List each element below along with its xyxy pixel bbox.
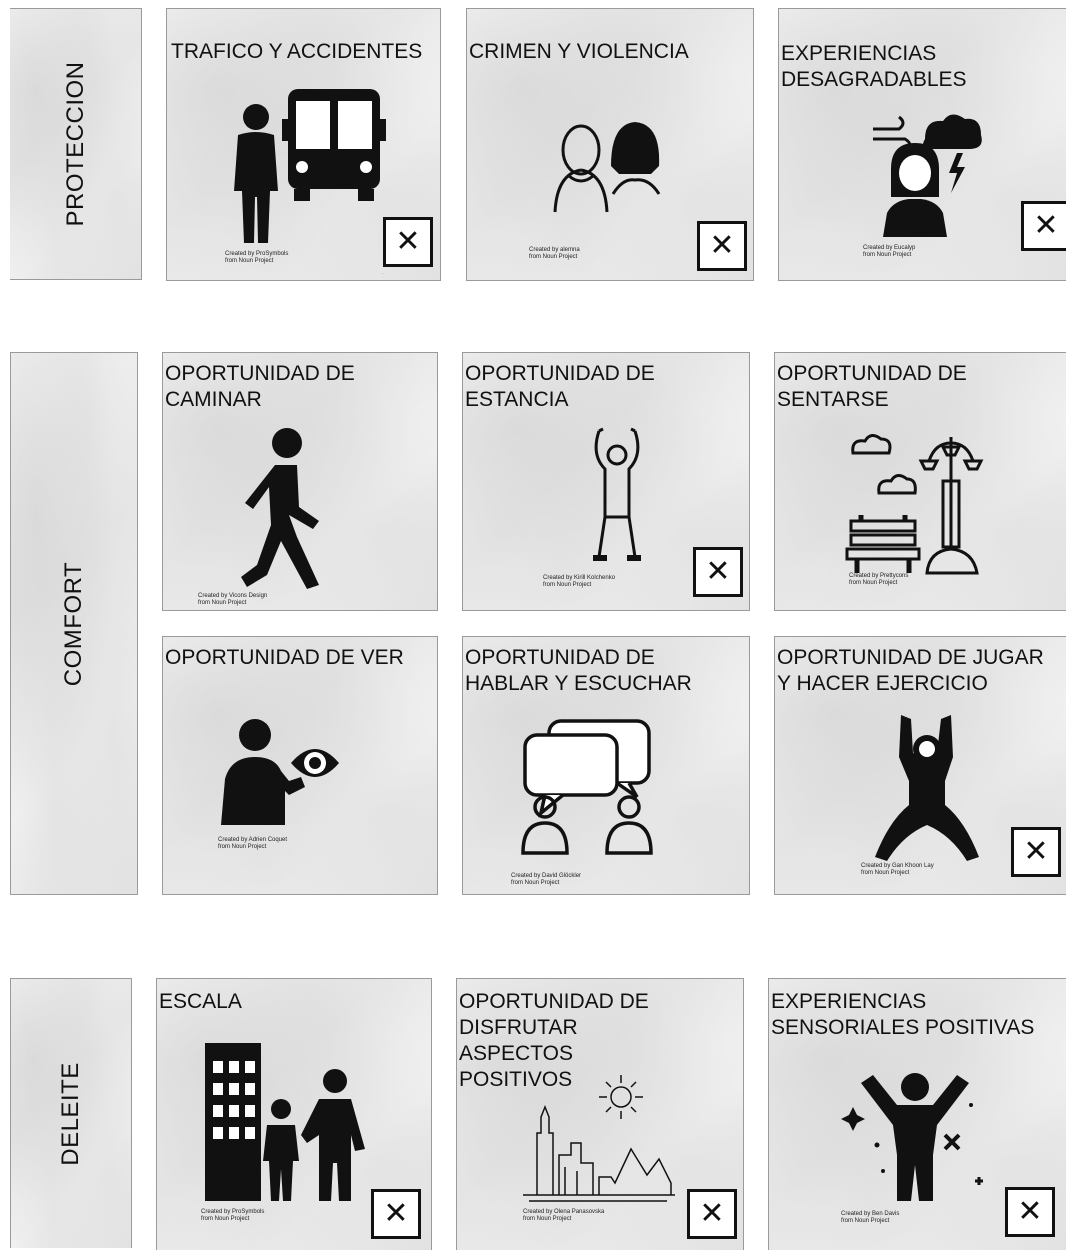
section-label-protection: PROTECCION [61,61,89,227]
stretching-person-icon [587,425,647,565]
card-escala [156,978,432,1250]
icon-credit: Created by Olena Panasovska from Noun Project [523,1209,605,1222]
conversation-icon [517,715,657,857]
card-crimen [466,8,754,281]
close-icon[interactable]: ✕ [687,1189,737,1239]
card-jugar [774,636,1066,895]
section-protection [10,8,142,280]
card-title: OPORTUNIDAD DE ESTANCIA [465,362,655,411]
card-sensoriales [768,978,1066,1250]
icon-credit: Created by Eucalyp from Noun Project [863,245,916,258]
walking-person-icon [223,425,333,595]
close-icon[interactable]: ✕ [1005,1187,1055,1237]
close-icon[interactable]: ✕ [1021,201,1066,251]
card-title: OPORTUNIDAD DE HABLAR Y ESCUCHAR [465,646,692,695]
building-family-icon [201,1039,371,1204]
close-icon[interactable]: ✕ [1011,827,1061,877]
close-icon[interactable]: ✕ [371,1189,421,1239]
icon-credit: Created by ProSymbols from Noun Project [225,251,289,264]
card-experiencias-desagradables [778,8,1066,281]
icon-credit: Created by Ben Davis from Noun Project [841,1211,900,1224]
section-comfort [10,352,138,895]
tiny-note: ··· [381,271,384,275]
jumping-person-icon [867,711,987,861]
icon-credit: Created by Adrien Coquet from Noun Project [218,837,288,850]
icon-credit: Created by Prettycons from Noun Project [849,573,909,586]
close-icon[interactable]: ✕ [383,217,433,267]
card-title: OPORTUNIDAD DE JUGAR Y HACER EJERCICIO [777,646,1044,695]
card-title: OPORTUNIDAD DE CAMINAR [165,362,355,411]
card-caminar [162,352,438,611]
section-delight [10,978,132,1248]
close-icon[interactable]: ✕ [697,221,747,271]
person-eye-icon [219,717,343,827]
card-title: ESCALA [159,990,242,1013]
woman-storm-icon [869,109,989,239]
city-sun-icon [519,1067,679,1207]
card-title: OPORTUNIDAD DE SENTARSE [777,362,967,411]
card-title: CRIMEN Y VIOLENCIA [469,40,689,63]
icon-credit: Created by Gan Khoon Lay from Noun Project [861,863,934,876]
card-title: TRAFICO Y ACCIDENTES [171,40,423,63]
card-estancia [462,352,750,611]
happy-person-sparkles-icon [835,1065,995,1205]
icon-credit: Created by David Glöckler from Noun Project [511,873,582,886]
card-ver [162,636,438,895]
card-disfrutar [456,978,744,1250]
bench-lamp-icon [845,429,995,579]
card-trafico [166,8,441,281]
section-label-delight: DELEITE [57,1061,84,1166]
section-label-comfort: COMFORT [60,561,87,686]
card-title: EXPERIENCIAS DESAGRADABLES [781,42,967,91]
pedestrian-bus-icon [222,79,392,254]
card-hablar [462,636,750,895]
icon-credit: Created by ProSymbols from Noun Project [201,1209,265,1222]
card-title: OPORTUNIDAD DE VER [165,646,404,669]
icon-credit: Created by Kirill Kolchenko from Noun Project [543,575,616,588]
close-icon[interactable]: ✕ [693,547,743,597]
icon-credit: Created by alemna from Noun Project [529,247,580,260]
icon-credit: Created by Vicons Design from Noun Project [198,593,268,606]
card-sentarse [774,352,1066,611]
two-people-icon [533,114,673,224]
card-title: EXPERIENCIAS SENSORIALES POSITIVAS [771,990,1035,1039]
card-title: OPORTUNIDAD DE DISFRUTAR ASPECTOS POSITIVOS [459,990,649,1091]
